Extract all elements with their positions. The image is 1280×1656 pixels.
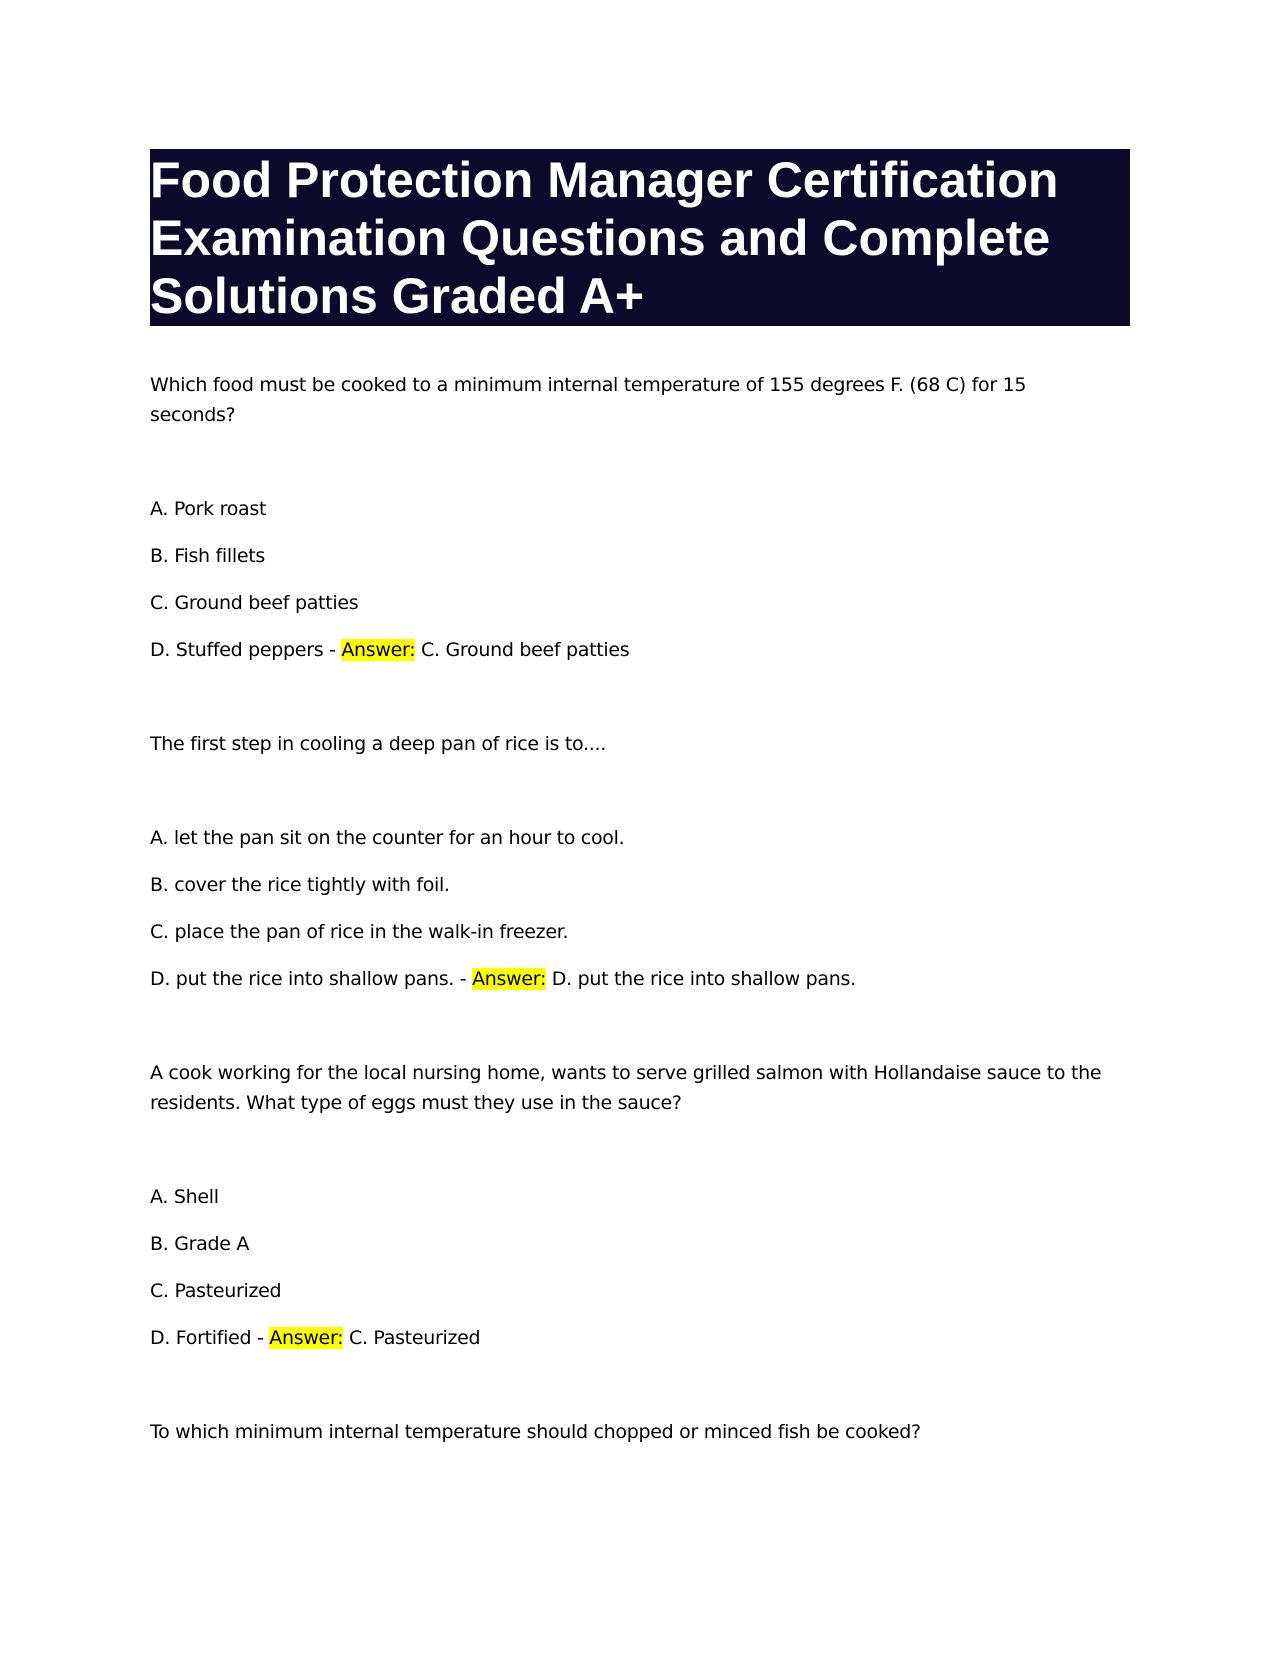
option-text: D. Fortified - [150, 1327, 270, 1349]
option-text: D. Stuffed peppers - [150, 639, 342, 661]
option-item: A. let the pan sit on the counter for an hour to cool. [150, 827, 625, 849]
question-block-3 [150, 1058, 1130, 1353]
option-item-with-answer [150, 1323, 1130, 1353]
document-title [150, 149, 1130, 326]
question-block-4 [150, 1417, 1130, 1447]
option-item-with-answer [150, 964, 1130, 994]
question-text: Which food must be cooked to a minimum internal temperature of 155 degrees F. (68 C) for 15 seconds? [150, 374, 1027, 426]
answer-text: C. Ground beef patties [421, 639, 630, 661]
option-item: A. Shell [150, 1186, 219, 1208]
document-page [150, 149, 1130, 1447]
question-text: The first step in cooling a deep pan of rice is to.... [150, 733, 606, 755]
option-item: B. Grade A [150, 1233, 250, 1255]
title-line-2: Examination Questions and Complete [150, 210, 1051, 266]
question-text: A cook working for the local nursing home, wants to serve grilled salmon with Hollandaise sauce to the residents. What type of eggs must they use in the sauce? [150, 1062, 1102, 1114]
option-item-with-answer [150, 635, 1130, 665]
answer-label: Answer: [341, 639, 416, 661]
qa-content [150, 326, 1130, 1447]
option-list [150, 1182, 1130, 1353]
question-text: To which minimum internal temperature should chopped or minced fish be cooked? [150, 1421, 921, 1443]
answer-text: D. put the rice into shallow pans. [551, 968, 856, 990]
option-item: C. place the pan of rice in the walk-in freezer. [150, 921, 569, 943]
option-item: C. Ground beef patties [150, 592, 359, 614]
option-item: A. Pork roast [150, 498, 267, 520]
option-list [150, 823, 1130, 994]
question-block-2 [150, 729, 1130, 994]
answer-label: Answer: [472, 968, 547, 990]
option-item: C. Pasteurized [150, 1280, 282, 1302]
answer-label: Answer: [269, 1327, 344, 1349]
title-line-1: Food Protection Manager Certification [150, 152, 1059, 208]
question-block-1 [150, 370, 1130, 665]
option-text: D. put the rice into shallow pans. - [150, 968, 473, 990]
option-item: B. cover the rice tightly with foil. [150, 874, 450, 896]
answer-text: C. Pasteurized [348, 1327, 481, 1349]
option-list [150, 494, 1130, 665]
title-line-3: Solutions Graded A+ [150, 268, 645, 324]
option-item: B. Fish fillets [150, 545, 265, 567]
